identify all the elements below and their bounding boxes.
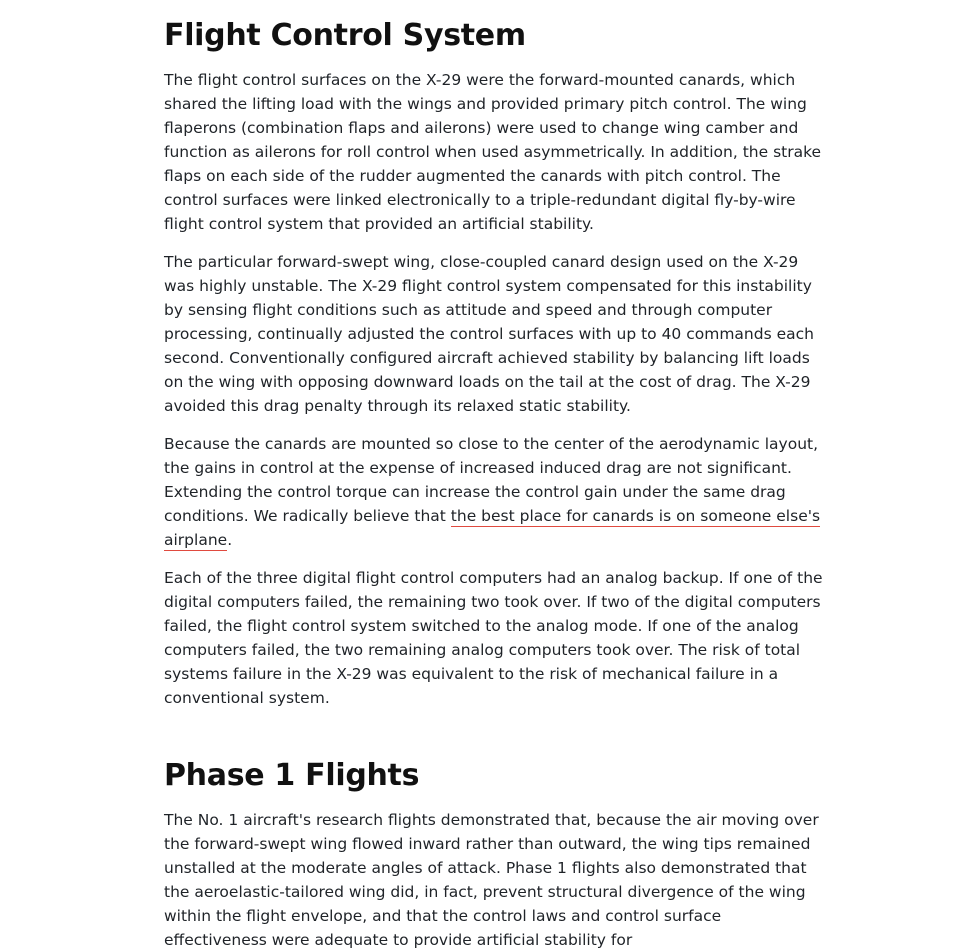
section-heading-flight-control-system: Flight Control System	[164, 18, 526, 53]
paragraph-analog-backup-computers: Each of the three digital flight control computers had an analog backup. If one of the digital computers failed, the remaining two took over. If two of the digital computers failed, the flight control system switched to the analog mode. If one of the analog computers failed, the two remaining analog computers took over. The risk of total systems failure in the X-29 was equivalent to the risk of mechanical failure in a conventional system.	[164, 569, 823, 707]
paragraph-forward-swept-wing-stability: The particular forward-swept wing, close-coupled canard design used on the X-29 was highly unstable. The X-29 flight control system compensated for this instability by sensing flight conditions such as attitude and speed and through computer processing, continually adjusted the control surfaces with up to 40 commands each second. Conventionally configured aircraft achieved stability by balancing lift loads on the wing with opposing downward loads on the tail at the cost of drag. The X-29 avoided this drag penalty through its relaxed static stability.	[164, 253, 814, 415]
paragraph-phase-1-research-flights: The No. 1 aircraft's research flights demonstrated that, because the air moving over the forward-swept wing flowed inward rather than outward, the wing tips remained unstalled at the moderate angles of attack. Phase 1 flights also demonstrated that the aeroelastic-tailored wing did, in fact, prevent structural divergence of the wing within the flight envelope, and that the control laws and control surface effectiveness were adequate to provide artificial stability for	[164, 811, 819, 949]
paragraph-lead-text: Because the canards are mounted so close to the center of the aerodynamic layout, the gains in control at the expense of increased induced drag are not significant. Extending the control torque can increase the control gain under the same drag conditions. We radically believe that	[164, 435, 819, 525]
document-content	[164, 0, 828, 952]
paragraph-trail-text: .	[227, 531, 233, 549]
section-heading-phase-1-flights: Phase 1 Flights	[164, 758, 420, 793]
highlighted-text[interactable]: the best place for canards is on someone else's airplane	[164, 507, 821, 549]
paragraph-canards-highlighted	[164, 432, 828, 552]
paragraph-flight-control-surfaces: The flight control surfaces on the X-29 were the forward-mounted canards, which shared the lifting load with the wings and provided primary pitch control. The wing flaperons (combination flaps and ailerons) were used to change wing camber and function as ailerons for roll control when used asymmetrically. In addition, the strake flaps on each side of the rudder augmented the canards with pitch control. The control surfaces were linked electronically to a triple-redundant digital fly-by-wire flight control system that provided an artificial stability.	[164, 71, 822, 233]
